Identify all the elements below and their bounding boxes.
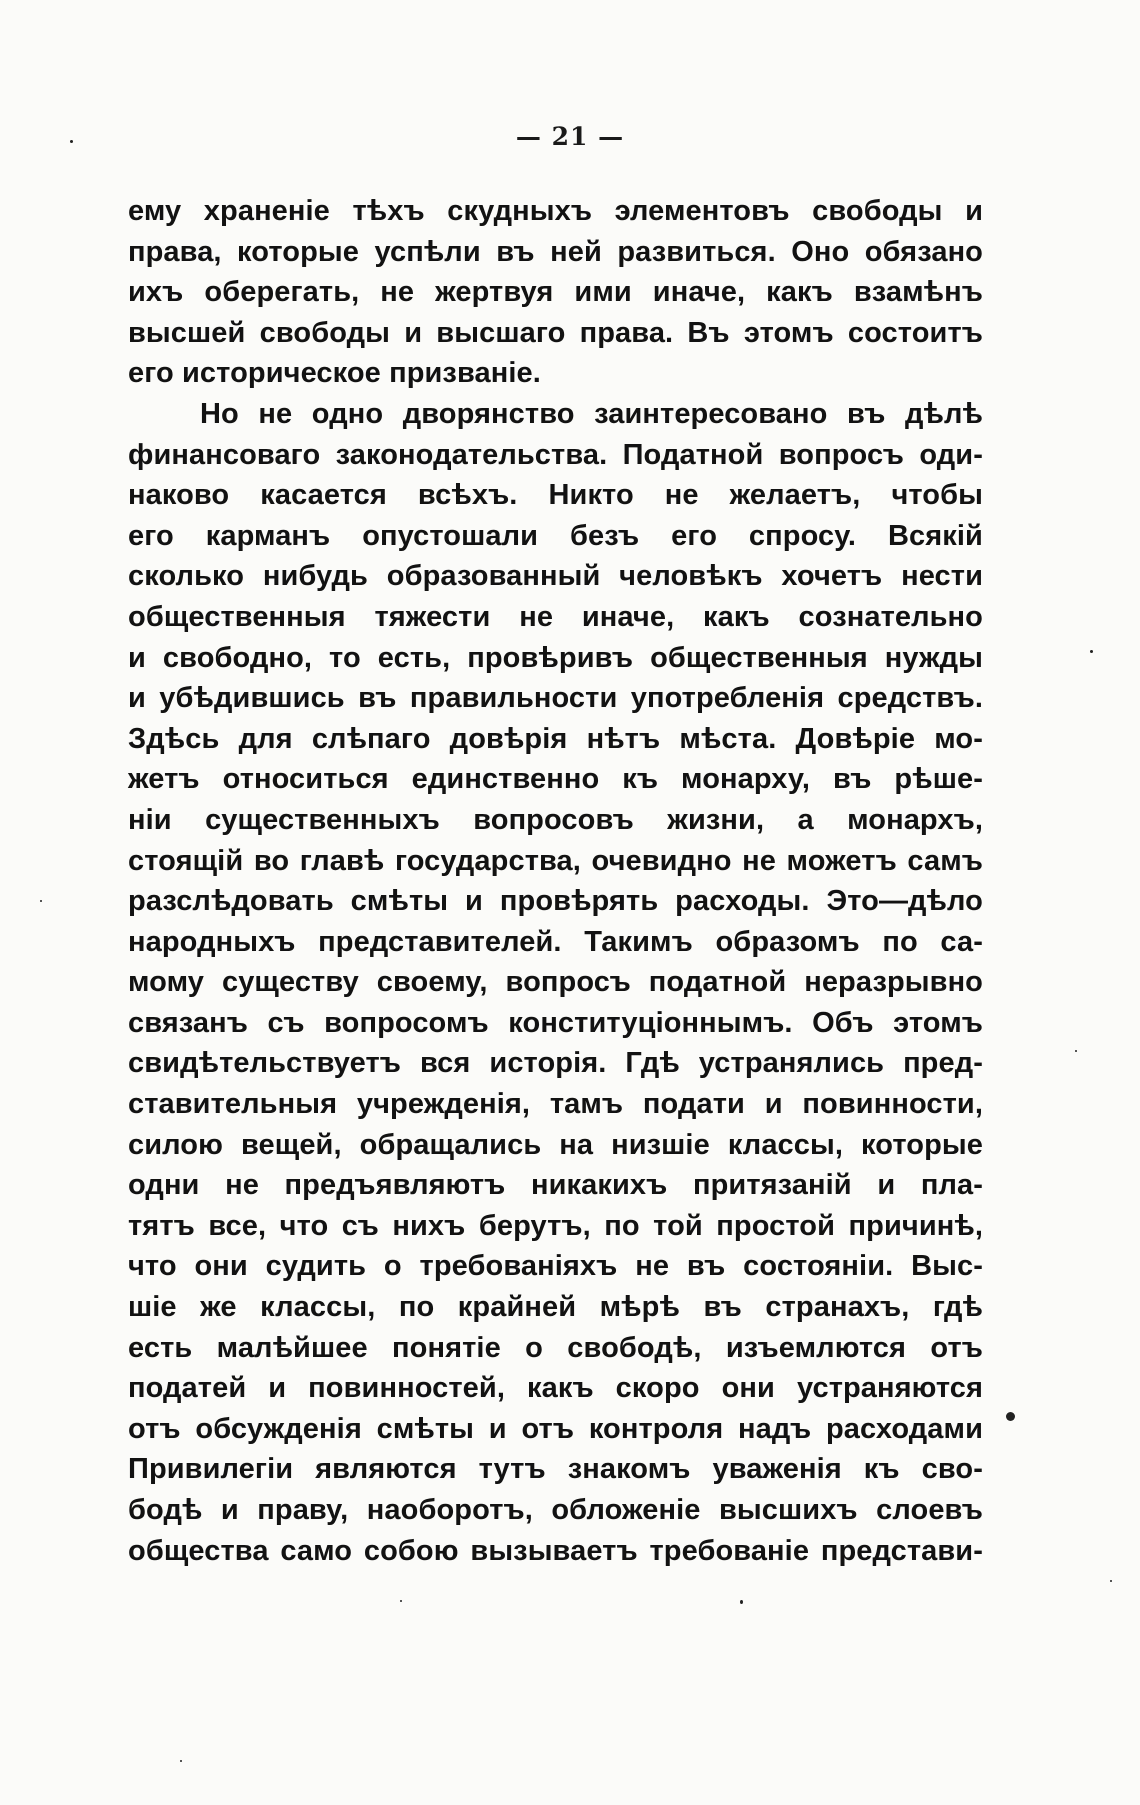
text-line: есть малѣйшее понятіе о свободѣ, изъемлются отъ <box>128 1331 983 1364</box>
text-line: силою вещей, обращались на низшіе классы, которые <box>128 1128 983 1161</box>
scan-speck <box>70 140 73 143</box>
text-line: ихъ оберегать, не жертвуя ими иначе, какъ взамѣнъ <box>128 276 983 309</box>
scan-speck <box>180 1760 182 1762</box>
text-line: шіе же классы, по крайней мѣрѣ въ странахъ, гдѣ <box>128 1291 983 1324</box>
scan-speck <box>1090 650 1093 653</box>
text-line: податей и повинностей, какъ скоро они устраняются <box>128 1372 983 1405</box>
text-line: свидѣтельствуетъ вся исторія. Гдѣ устранялись пред- <box>128 1047 983 1080</box>
paragraph-1 <box>128 191 983 394</box>
text-line: мому существу своему, вопросъ податной неразрывно <box>128 966 983 999</box>
text-line: высшей свободы и высшаго права. Въ этомъ состоитъ <box>128 316 983 349</box>
text-line: тятъ все, что съ нихъ берутъ, по той простой причинѣ, <box>128 1209 983 1242</box>
paragraph-2 <box>128 394 983 1571</box>
scan-speck <box>400 1600 402 1602</box>
scan-speck <box>1006 1412 1015 1421</box>
scan-speck <box>1110 1580 1112 1582</box>
body-text <box>128 191 983 1571</box>
text-line: Но не одно дворянство заинтересовано въ дѣлѣ <box>200 397 983 430</box>
text-line: наково касается всѣхъ. Никто не желаетъ, чтобы <box>128 479 983 512</box>
text-line: одни не предъявляютъ никакихъ притязаній и пла- <box>128 1169 983 1202</box>
text-line: что они судить о требованіяхъ не въ состояніи. Выс- <box>128 1250 983 1283</box>
text-line: сколько нибудь образованный человѣкъ хочетъ нести <box>128 560 983 593</box>
text-line: разслѣдовать смѣты и провѣрять расходы. Это—дѣло <box>128 885 983 918</box>
text-line: и убѣдившись въ правильности употребленія средствъ. <box>128 682 983 715</box>
text-line: бодѣ и праву, наоборотъ, обложеніе высшихъ слоевъ <box>128 1494 983 1526</box>
text-line: общества само собою вызываетъ требованіе представи- <box>128 1534 983 1567</box>
text-line: ему храненіе тѣхъ скудныхъ элементовъ свободы и <box>128 195 983 227</box>
text-line: финансоваго законодательства. Податной вопросъ оди- <box>128 438 983 471</box>
text-line: права, которые успѣли въ ней развиться. Оно обязано <box>128 235 983 268</box>
text-line: его карманъ опустошали безъ его спросу. Всякій <box>128 519 983 552</box>
text-line: ставительныя учрежденія, тамъ подати и повинности, <box>128 1088 983 1121</box>
scan-speck <box>740 1600 743 1604</box>
text-line: стоящій во главѣ государства, очевидно не можетъ самъ <box>128 844 983 877</box>
text-line: его историческое призваніе. <box>128 357 541 390</box>
text-line: и свободно, то есть, провѣривъ общественныя нужды <box>128 641 983 674</box>
text-line: жетъ относиться единственно къ монарху, въ рѣше- <box>128 763 983 796</box>
page-number: — 21 — <box>515 122 625 151</box>
scan-speck <box>1075 1050 1077 1052</box>
text-line: народныхъ представителей. Такимъ образомъ по са- <box>128 925 983 958</box>
text-line: Привилегіи являются тутъ знакомъ уваженія къ сво- <box>128 1453 983 1486</box>
scan-speck <box>40 900 42 902</box>
text-line: связанъ съ вопросомъ конституціоннымъ. Объ этомъ <box>128 1006 983 1039</box>
text-line: ніи существенныхъ вопросовъ жизни, а монархъ, <box>128 803 983 836</box>
text-line: Здѣсь для слѣпаго довѣрія нѣтъ мѣста. Довѣріе мо- <box>128 722 983 755</box>
text-line: отъ обсужденія смѣты и отъ контроля надъ расходами <box>128 1412 983 1445</box>
text-line: общественныя тяжести не иначе, какъ сознательно <box>128 600 983 633</box>
